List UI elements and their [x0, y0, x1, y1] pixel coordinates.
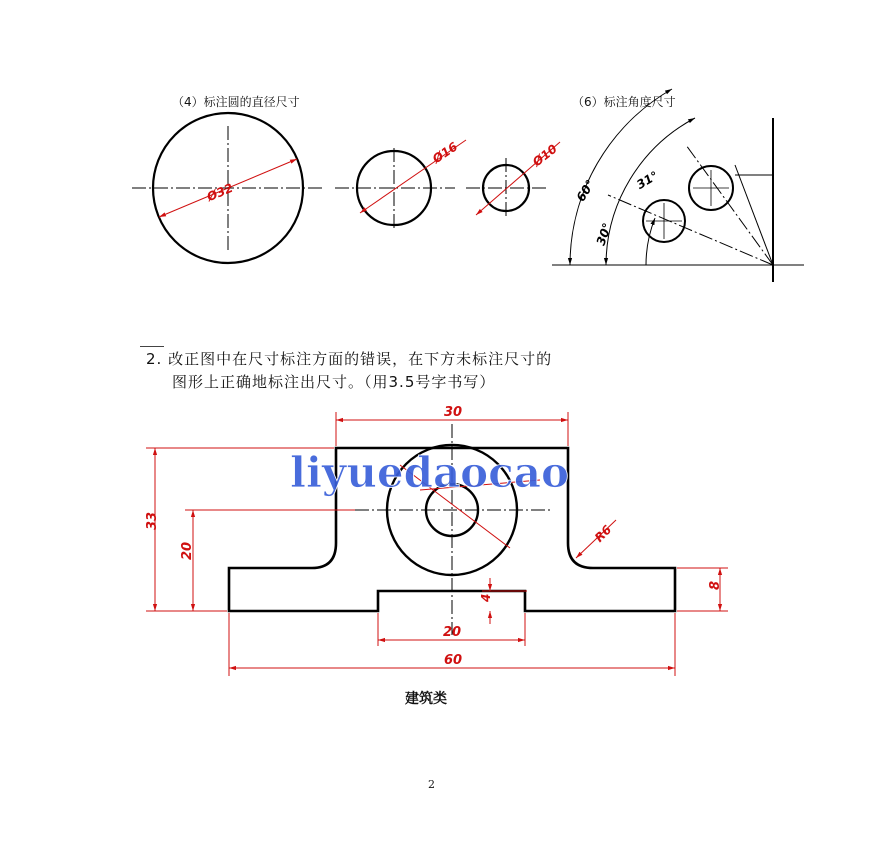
dim-dia-32: Ø32	[204, 180, 236, 205]
drawing-caption: 建筑类	[405, 691, 447, 707]
task-line-2: 图形上正确地标注出尺寸。（用3.5号字书写）	[172, 373, 496, 391]
dim-overall-width: 60	[444, 653, 463, 668]
angle-31: 31°	[634, 168, 661, 192]
dim-radius: R6	[591, 522, 615, 545]
dim-overall-height: 33	[145, 511, 160, 530]
angle-30: 30°	[593, 221, 615, 248]
task-line-1: 2. 改正图中在尺寸标注方面的错误，在下方未标注尺寸的	[146, 350, 553, 368]
angle-60: 60°	[573, 177, 598, 205]
dim-center-height: 20	[180, 541, 195, 560]
dim-dia-10: Ø10	[530, 141, 560, 170]
watermark-text: liyuedaocao	[290, 448, 569, 497]
dim-dia-16: Ø16	[430, 139, 461, 167]
dim-slot-depth: 4	[479, 593, 493, 602]
section-4-label: （4）标注圆的直径尺寸	[172, 95, 300, 109]
section-6-label: （6）标注角度尺寸	[572, 95, 676, 109]
dim-base-height: 8	[708, 580, 723, 590]
dim-slot-width: 20	[443, 625, 462, 640]
dim-top-width: 30	[444, 405, 463, 420]
page-number: 2	[428, 778, 435, 791]
